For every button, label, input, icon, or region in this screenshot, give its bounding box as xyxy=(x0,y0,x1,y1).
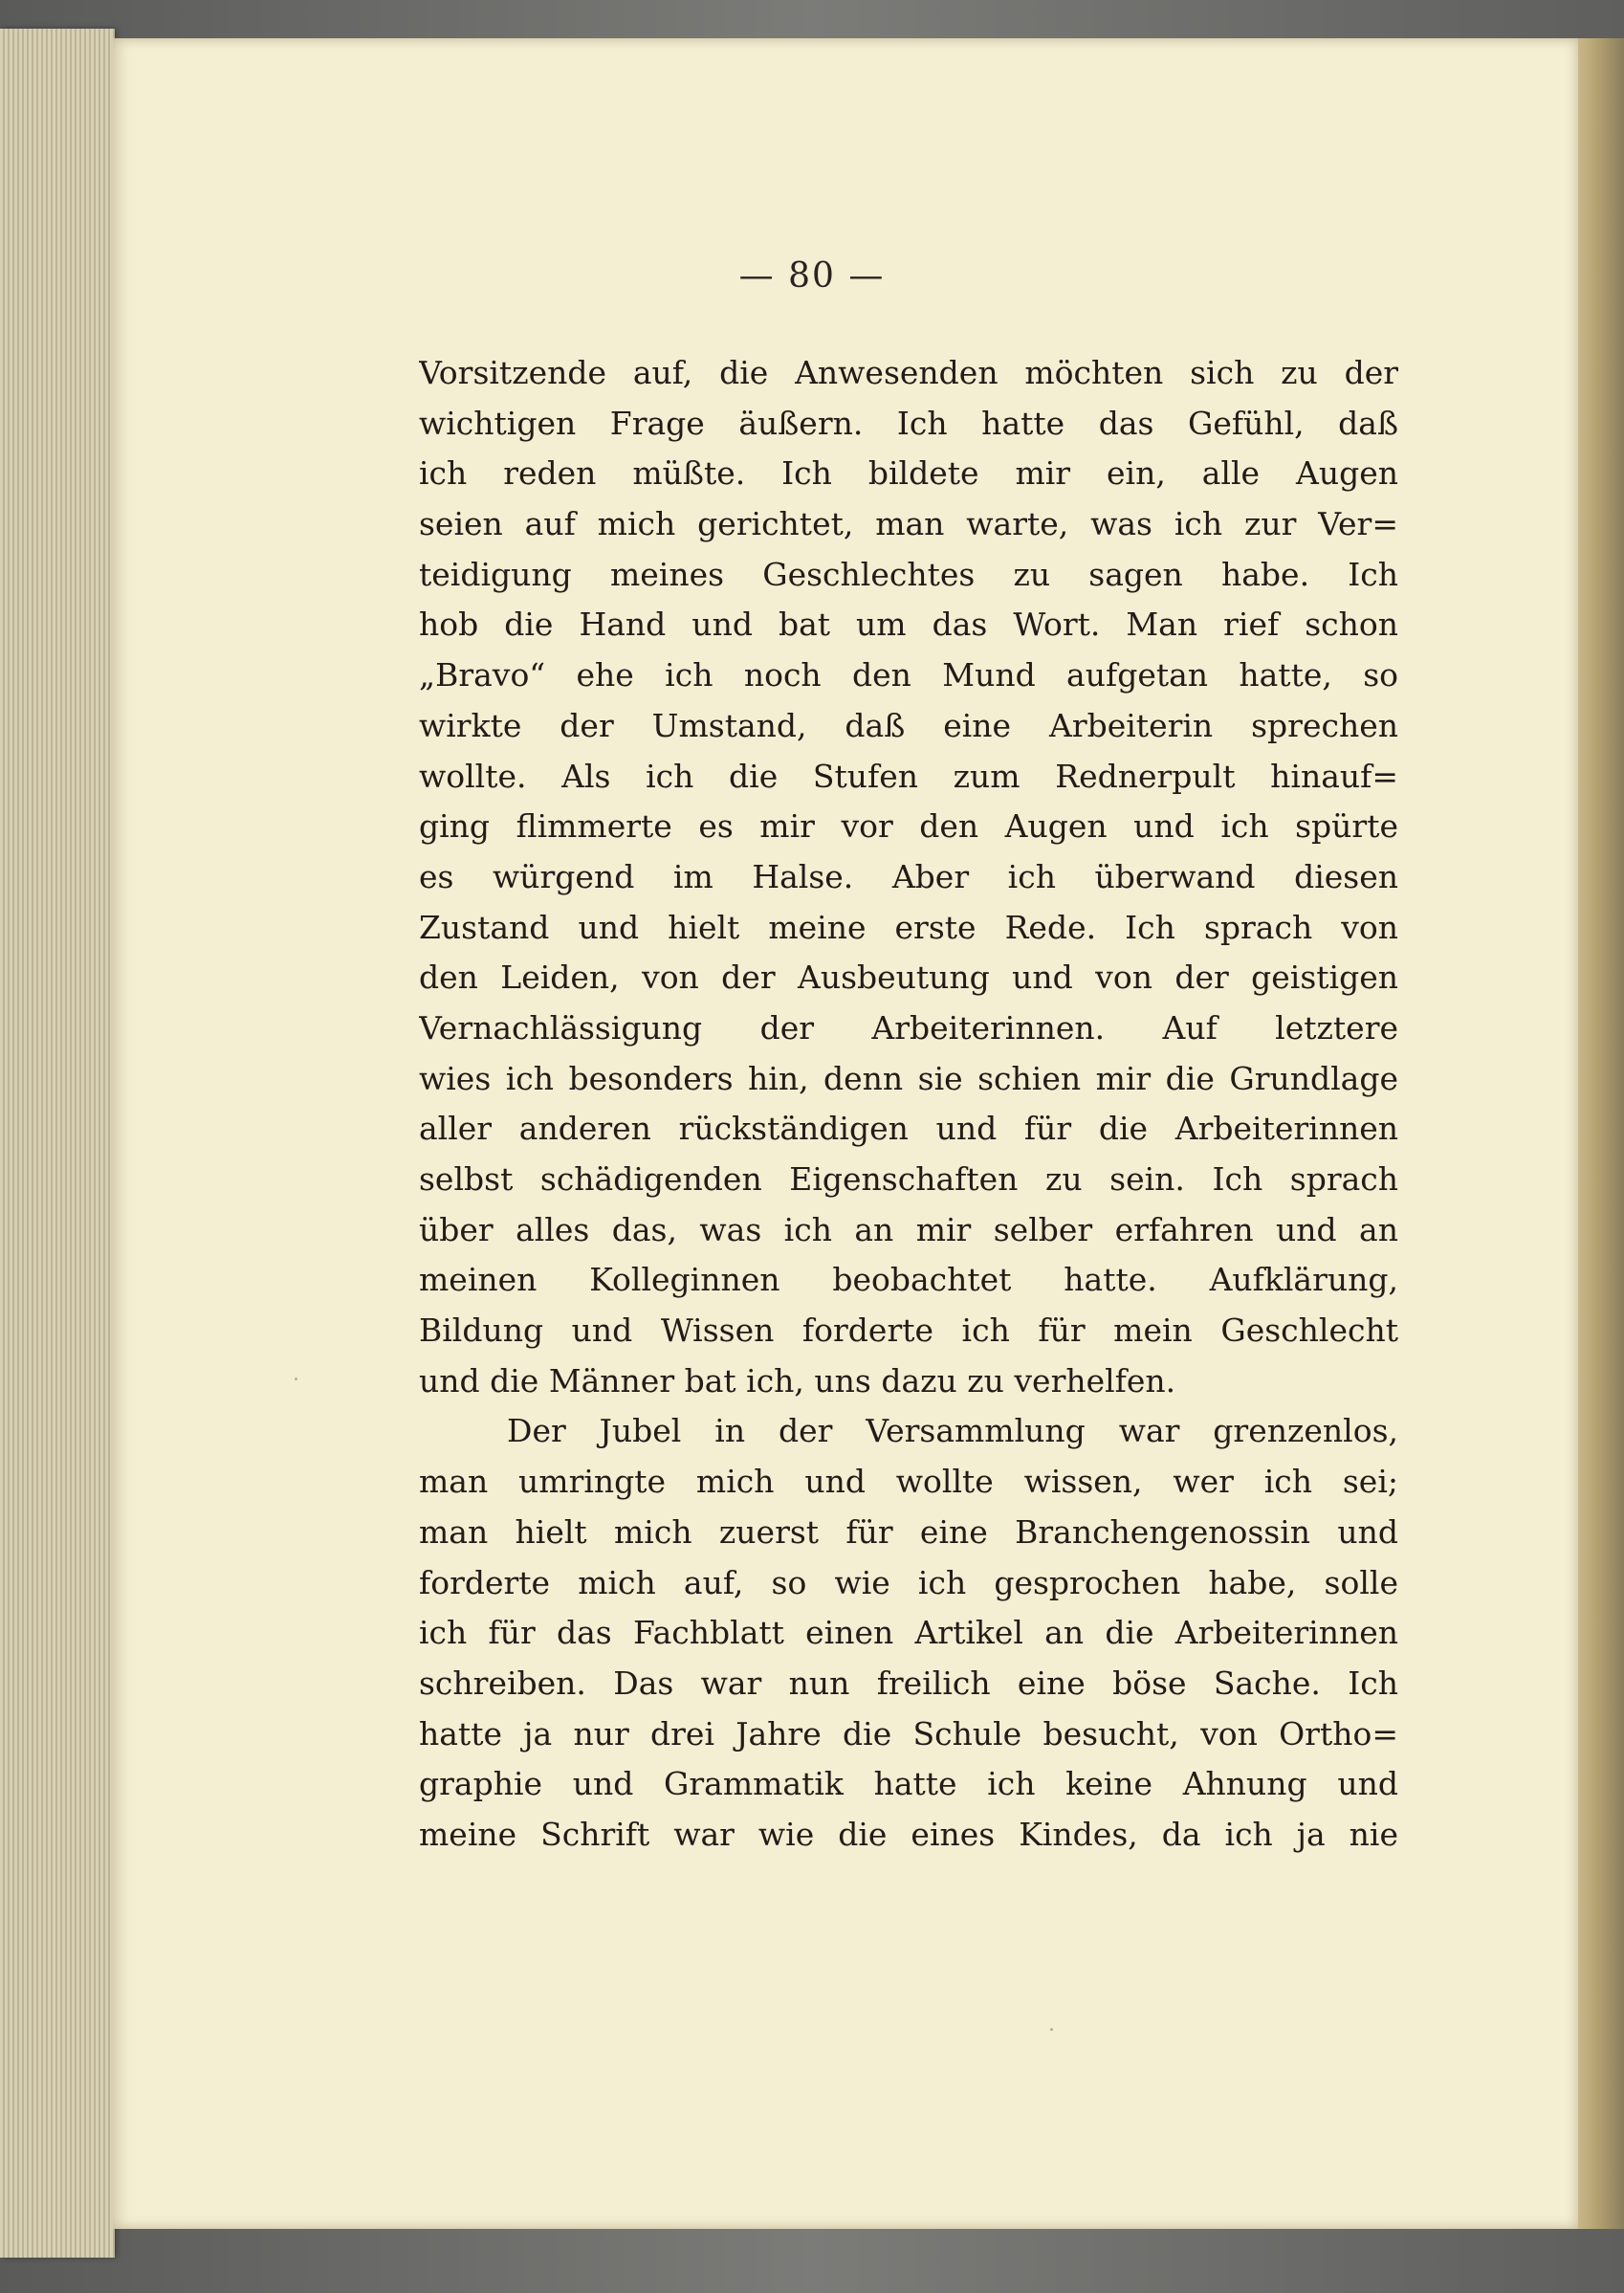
text-line: Vernachlässigung der Arbeiterinnen. Auf letztere xyxy=(419,1008,1398,1047)
text-line: seien auf mich gerichtet, man warte, was ich zur Ver= xyxy=(419,505,1398,543)
text-line: ging flimmerte es mir vor den Augen und ich spürte xyxy=(419,807,1398,846)
text-line: über alles das, was ich an mir selber erfahren und an xyxy=(419,1210,1398,1248)
text-line: man hielt mich zuerst für eine Branchengenossin und xyxy=(419,1512,1398,1551)
text-line: teidigung meines Geschlechtes zu sagen habe. Ich xyxy=(419,555,1398,593)
text-line: es würgend im Halse. Aber ich überwand diesen xyxy=(419,857,1398,895)
text-line: den Leiden, von der Ausbeutung und von der geistigen xyxy=(419,959,1398,997)
text-line: „Bravo“ ehe ich noch den Mund aufgetan hatte, so xyxy=(419,656,1398,695)
text-line: meine Schrift war wie die eines Kindes, da ich ja nie xyxy=(419,1815,1398,1853)
text-line: Bildung und Wissen forderte ich für mein Geschlecht xyxy=(419,1312,1398,1350)
text-line: wirkte der Umstand, daß eine Arbeiterin sprechen xyxy=(419,706,1398,744)
text-line: hatte ja nur drei Jahre die Schule besucht, von Ortho= xyxy=(419,1714,1398,1753)
page-stack-edge xyxy=(0,29,115,2258)
text-line: hob die Hand und bat um das Wort. Man rief schon xyxy=(419,606,1398,644)
body-text xyxy=(419,348,1398,1861)
page-number: — 80 — xyxy=(738,256,886,296)
text-line: wichtigen Frage äußern. Ich hatte das Gefühl, daß xyxy=(419,404,1398,442)
book-cover-edge xyxy=(1576,38,1624,2229)
text-line: Der Jubel in der Versammlung war grenzenlos, xyxy=(507,1412,1398,1450)
text-line: man umringte mich und wollte wissen, wer ich sei; xyxy=(419,1463,1398,1501)
text-line: forderte mich auf, so wie ich gesprochen habe, solle xyxy=(419,1563,1398,1601)
text-line: und die Männer bat ich, uns dazu zu verhelfen. xyxy=(419,1361,1176,1400)
text-line: meinen Kolleginnen beobachtet hatte. Aufklärung, xyxy=(419,1261,1398,1299)
text-line: ich für das Fachblatt einen Artikel an die Arbeiterinnen xyxy=(419,1614,1398,1652)
text-line: graphie und Grammatik hatte ich keine Ahnung und xyxy=(419,1765,1398,1803)
text-line: aller anderen rückständigen und für die Arbeiterinnen xyxy=(419,1110,1398,1148)
text-line: Vorsitzende auf, die Anwesenden möchten sich zu der xyxy=(419,354,1398,391)
text-line: wollte. Als ich die Stufen zum Rednerpult hinauf= xyxy=(419,757,1398,795)
paper-fleck xyxy=(295,1378,297,1380)
paper-fleck xyxy=(1050,2028,1053,2031)
text-line: schreiben. Das war nun freilich eine böse Sache. Ich xyxy=(419,1664,1398,1702)
text-line: selbst schädigenden Eigenschaften zu sein. Ich sprach xyxy=(419,1160,1398,1198)
text-line: wies ich besonders hin, denn sie schien mir die Grundlage xyxy=(419,1059,1398,1097)
text-line: Zustand und hielt meine erste Rede. Ich sprach von xyxy=(419,908,1398,946)
text-line: ich reden müßte. Ich bildete mir ein, alle Augen xyxy=(419,454,1398,493)
